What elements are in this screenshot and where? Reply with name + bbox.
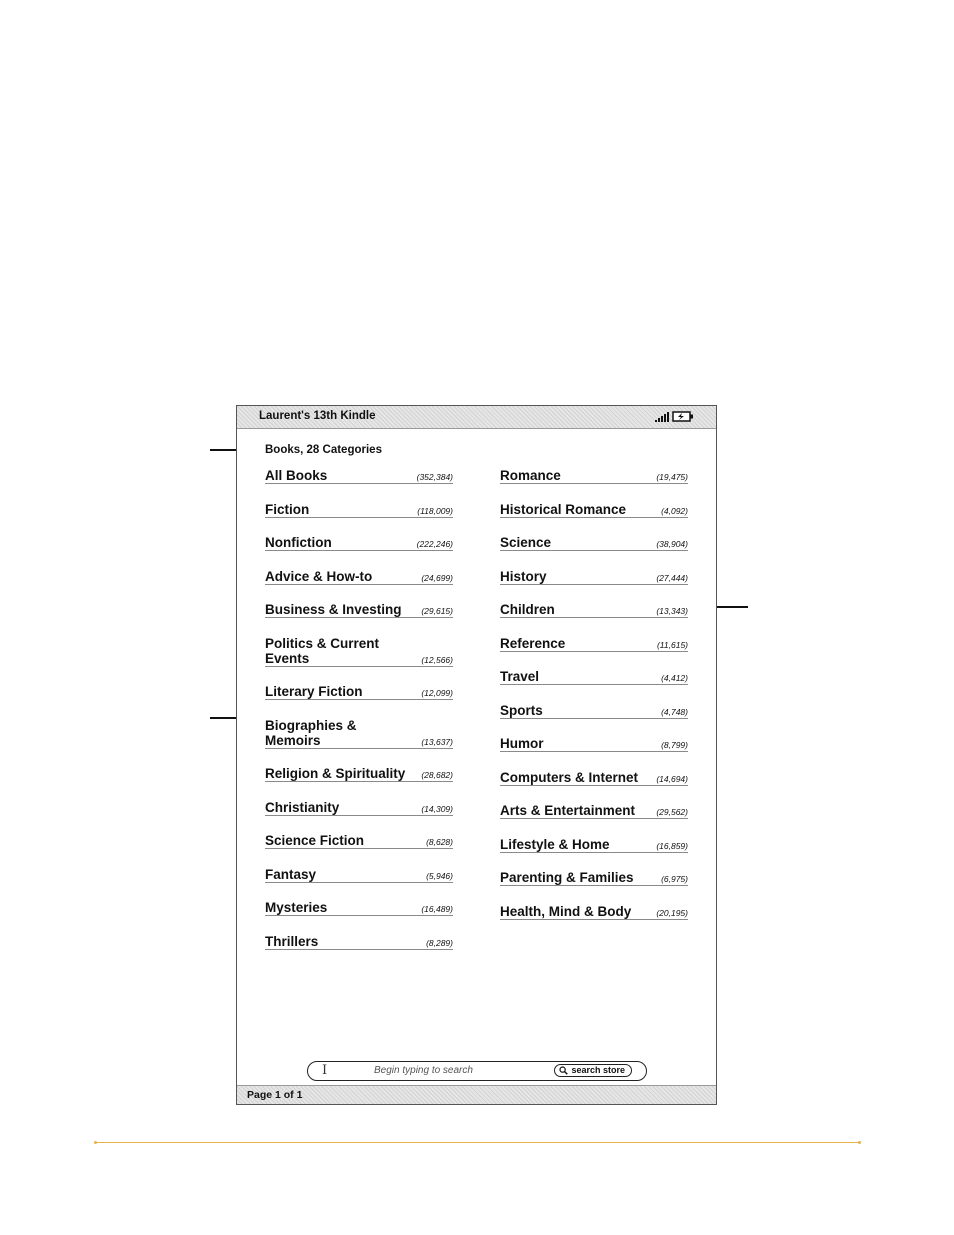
category-name: History xyxy=(500,568,547,584)
category-count: (24,699) xyxy=(421,572,453,583)
category-item[interactable] xyxy=(500,569,688,585)
search-store-button[interactable] xyxy=(554,1064,632,1077)
category-count: (118,009) xyxy=(417,505,453,516)
category-item[interactable] xyxy=(265,502,453,518)
category-item[interactable] xyxy=(500,904,688,920)
section-heading: Books, 28 Categories xyxy=(265,444,382,456)
category-item[interactable] xyxy=(500,870,688,886)
category-item[interactable] xyxy=(265,867,453,883)
category-count: (14,309) xyxy=(421,803,453,814)
category-column-right xyxy=(500,468,688,937)
magnifier-icon xyxy=(559,1066,568,1075)
category-count: (12,099) xyxy=(421,688,453,698)
category-count: (6,975) xyxy=(661,874,688,884)
category-name: Fantasy xyxy=(265,866,317,882)
category-item[interactable] xyxy=(500,736,688,752)
category-item[interactable] xyxy=(265,535,453,551)
category-name: Biographies & Memoirs xyxy=(265,717,357,748)
device-name: Laurent's 13th Kindle xyxy=(259,410,376,422)
category-name: Health, Mind & Body xyxy=(500,903,632,919)
category-count: (8,628) xyxy=(426,837,453,847)
category-name: Literary Fiction xyxy=(265,684,363,699)
footer-rule xyxy=(95,1142,860,1143)
category-count: (20,195) xyxy=(656,907,688,918)
kindle-screen xyxy=(236,405,717,1105)
category-item[interactable] xyxy=(500,803,688,819)
category-count: (13,637) xyxy=(421,736,453,747)
category-count: (14,694) xyxy=(656,773,688,784)
category-name: Children xyxy=(500,602,555,617)
category-count: (222,246) xyxy=(416,539,453,549)
category-count: (27,444) xyxy=(656,572,688,583)
category-item[interactable] xyxy=(500,636,688,652)
category-name: Mysteries xyxy=(265,900,328,915)
search-bar[interactable] xyxy=(307,1061,647,1081)
category-item[interactable] xyxy=(500,703,688,719)
category-name: Fiction xyxy=(265,501,310,517)
category-column-left xyxy=(265,468,453,967)
category-count: (4,748) xyxy=(661,706,688,717)
category-name: Computers & Internet xyxy=(500,769,639,785)
category-count: (352,384) xyxy=(416,472,453,482)
category-item[interactable] xyxy=(500,770,688,786)
category-item[interactable] xyxy=(500,502,688,518)
category-item[interactable] xyxy=(500,669,688,685)
page-indicator: Page 1 of 1 xyxy=(247,1089,303,1101)
category-name: Politics & Current Events xyxy=(265,635,380,666)
category-count: (4,092) xyxy=(661,505,688,516)
category-count: (8,289) xyxy=(426,937,453,948)
category-count: (16,489) xyxy=(421,904,453,914)
category-count: (13,343) xyxy=(656,606,688,616)
footer-rule-dot-left xyxy=(94,1141,97,1144)
category-item[interactable] xyxy=(265,569,453,585)
category-name: Science Fiction xyxy=(265,833,365,848)
category-item[interactable] xyxy=(500,602,688,618)
status-icons xyxy=(655,411,694,422)
category-name: Nonfiction xyxy=(265,535,332,550)
text-cursor-icon: I xyxy=(322,1063,328,1078)
category-count: (12,566) xyxy=(421,654,453,665)
category-item[interactable] xyxy=(265,468,453,484)
category-name: Humor xyxy=(500,736,544,751)
category-name: Arts & Entertainment xyxy=(500,803,636,818)
signal-bars-icon xyxy=(655,412,669,422)
category-item[interactable] xyxy=(500,837,688,853)
category-name: Science xyxy=(500,535,552,550)
category-item[interactable] xyxy=(500,535,688,551)
category-name: Business & Investing xyxy=(265,602,402,617)
category-name: Thrillers xyxy=(265,933,319,949)
category-name: Lifestyle & Home xyxy=(500,836,610,852)
category-item[interactable] xyxy=(265,636,453,667)
footer-rule-line xyxy=(95,1142,860,1143)
category-count: (29,615) xyxy=(421,606,453,616)
category-count: (16,859) xyxy=(656,840,688,851)
category-count: (8,799) xyxy=(661,740,688,750)
category-count: (38,904) xyxy=(656,539,688,549)
search-placeholder: Begin typing to search xyxy=(374,1065,473,1076)
category-item[interactable] xyxy=(500,468,688,484)
category-name: Christianity xyxy=(265,799,340,815)
category-name: Reference xyxy=(500,635,566,651)
category-name: Advice & How-to xyxy=(265,568,373,584)
bottom-bar xyxy=(237,1085,716,1104)
category-item[interactable] xyxy=(265,900,453,916)
category-name: All Books xyxy=(265,468,328,483)
category-item[interactable] xyxy=(265,934,453,950)
category-name: Historical Romance xyxy=(500,501,627,517)
category-item[interactable] xyxy=(265,800,453,816)
category-name: Travel xyxy=(500,669,540,684)
category-count: (28,682) xyxy=(421,770,453,780)
category-name: Religion & Spirituality xyxy=(265,766,406,781)
category-item[interactable] xyxy=(265,833,453,849)
title-bar xyxy=(237,406,716,429)
search-store-label: search store xyxy=(571,1065,625,1075)
category-item[interactable] xyxy=(265,766,453,782)
category-count: (29,562) xyxy=(656,807,688,817)
category-item[interactable] xyxy=(265,602,453,618)
battery-charging-icon xyxy=(672,411,694,422)
category-name: Sports xyxy=(500,702,543,718)
category-count: (19,475) xyxy=(656,472,688,482)
category-name: Romance xyxy=(500,468,561,483)
category-item[interactable] xyxy=(265,718,453,749)
category-item[interactable] xyxy=(265,684,453,700)
category-count: (5,946) xyxy=(426,870,453,881)
footer-rule-dot-right xyxy=(858,1141,861,1144)
category-name: Parenting & Families xyxy=(500,870,634,885)
category-count: (4,412) xyxy=(661,673,688,683)
category-count: (11,615) xyxy=(656,639,688,650)
